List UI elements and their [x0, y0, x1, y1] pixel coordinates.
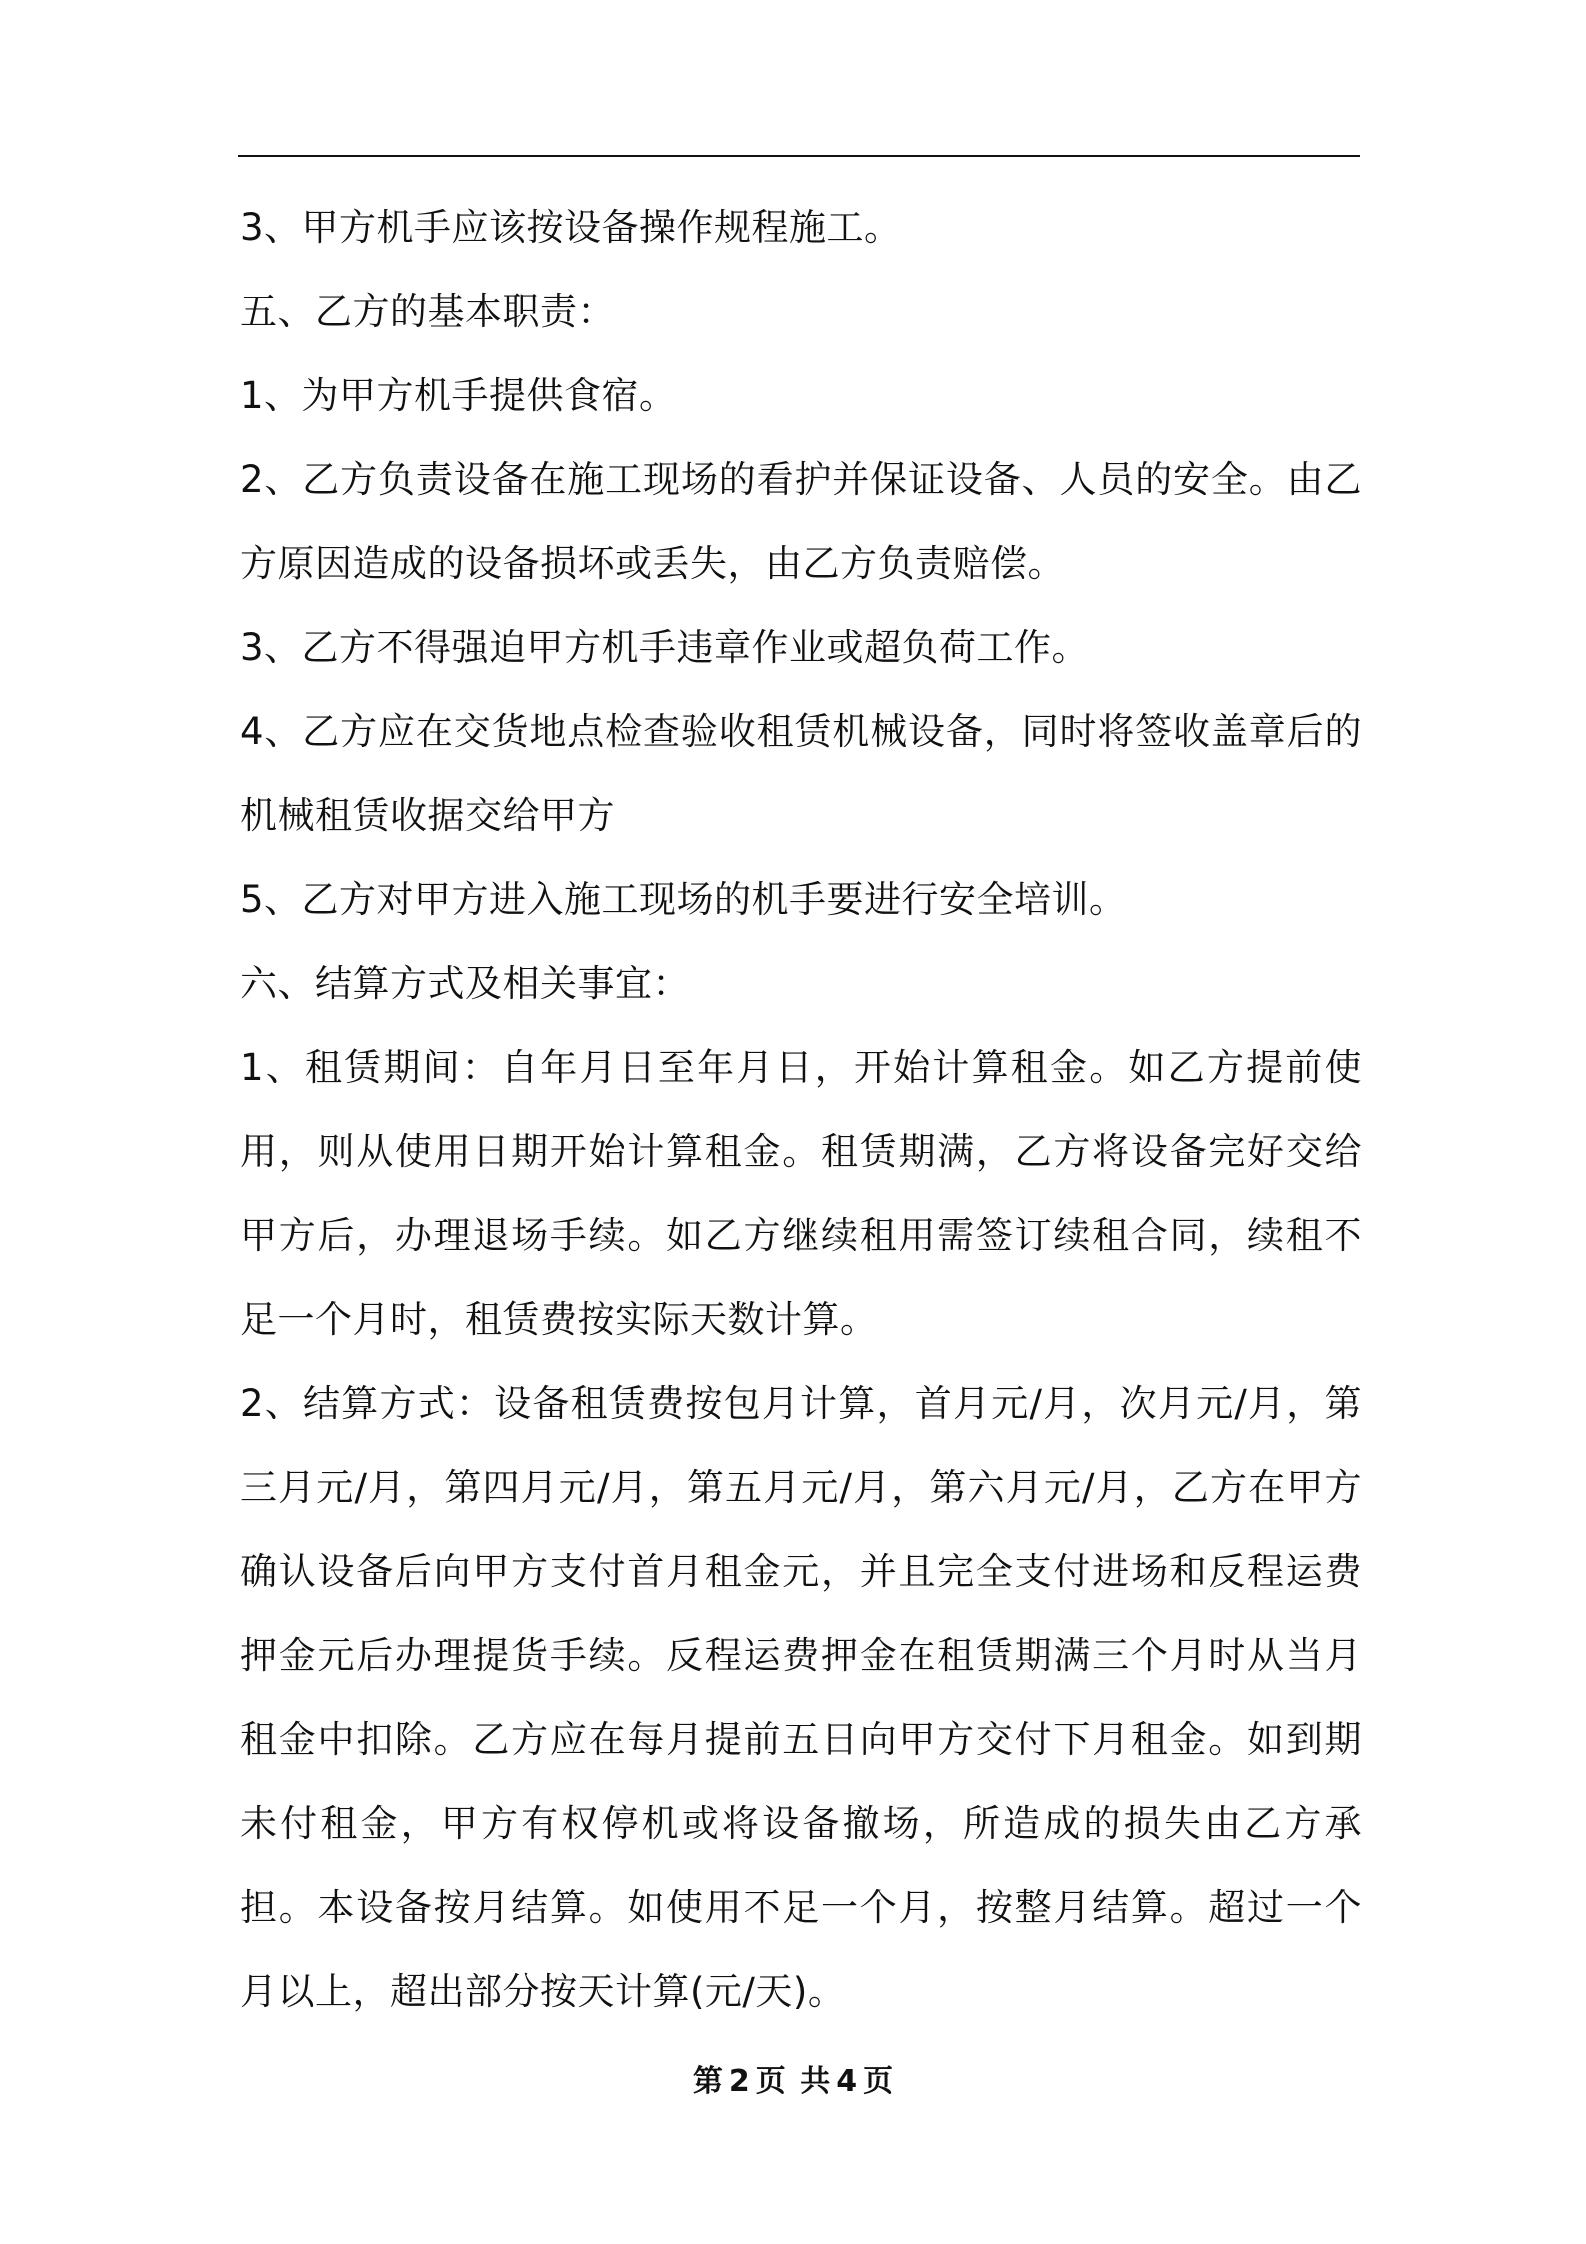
paragraph: 2、结算方式：设备租赁费按包月计算，首月元/月，次月元/月，第三月元/月，第四月元/月，第五月元/月，第六月元/月，乙方在甲方确认设备后向甲方支付首月租金元，并且完全支付进场和反程运费押金元后办理提货手续。反程运费押金在租赁期满三个月时从当月租金中扣除。乙方应在每月提前五日向甲方交付下月租金。如到期未付租金，甲方有权停机或将设备撤场，所造成的损失由乙方承担。本设备按月结算。如使用不足一个月，按整月结算。超过一个月以上，超出部分按天计算(元/天)。: [240, 1382, 1362, 2013]
paragraph: 5、乙方对甲方进入施工现场的机手要进行安全培训。: [240, 878, 1127, 921]
section-heading: 六、结算方式及相关事宜：: [240, 962, 690, 1005]
section-heading: 五、乙方的基本职责：: [240, 290, 615, 333]
footer-total-pages: 4: [836, 2064, 858, 2099]
footer-current-page: 2: [728, 2064, 750, 2099]
paragraph: 1、租赁期间：自年月日至年月日，开始计算租金。如乙方提前使用，则从使用日期开始计算租金。租赁期满，乙方将设备完好交给甲方后，办理退场手续。如乙方继续租用需签订续租合同，续租不足一个月时，租赁费按实际天数计算。: [240, 1046, 1362, 1341]
header-rule: [238, 155, 1360, 157]
paragraph: 3、甲方机手应该按设备操作规程施工。: [240, 206, 902, 249]
document-body: [240, 186, 1362, 2034]
footer-middle: 页 共: [755, 2064, 831, 2099]
footer-suffix: 页: [863, 2064, 894, 2099]
paragraph: 1、为甲方机手提供食宿。: [240, 374, 677, 417]
paragraph: 4、乙方应在交货地点检查验收租赁机械设备，同时将签收盖章后的机械租赁收据交给甲方: [240, 710, 1362, 837]
footer-prefix: 第: [692, 2064, 723, 2099]
paragraph: 3、乙方不得强迫甲方机手违章作业或超负荷工作。: [240, 626, 1090, 669]
paragraph: 2、乙方负责设备在施工现场的看护并保证设备、人员的安全。由乙方原因造成的设备损坏或丢失，由乙方负责赔偿。: [240, 458, 1362, 585]
page-footer: [0, 2056, 1586, 2100]
